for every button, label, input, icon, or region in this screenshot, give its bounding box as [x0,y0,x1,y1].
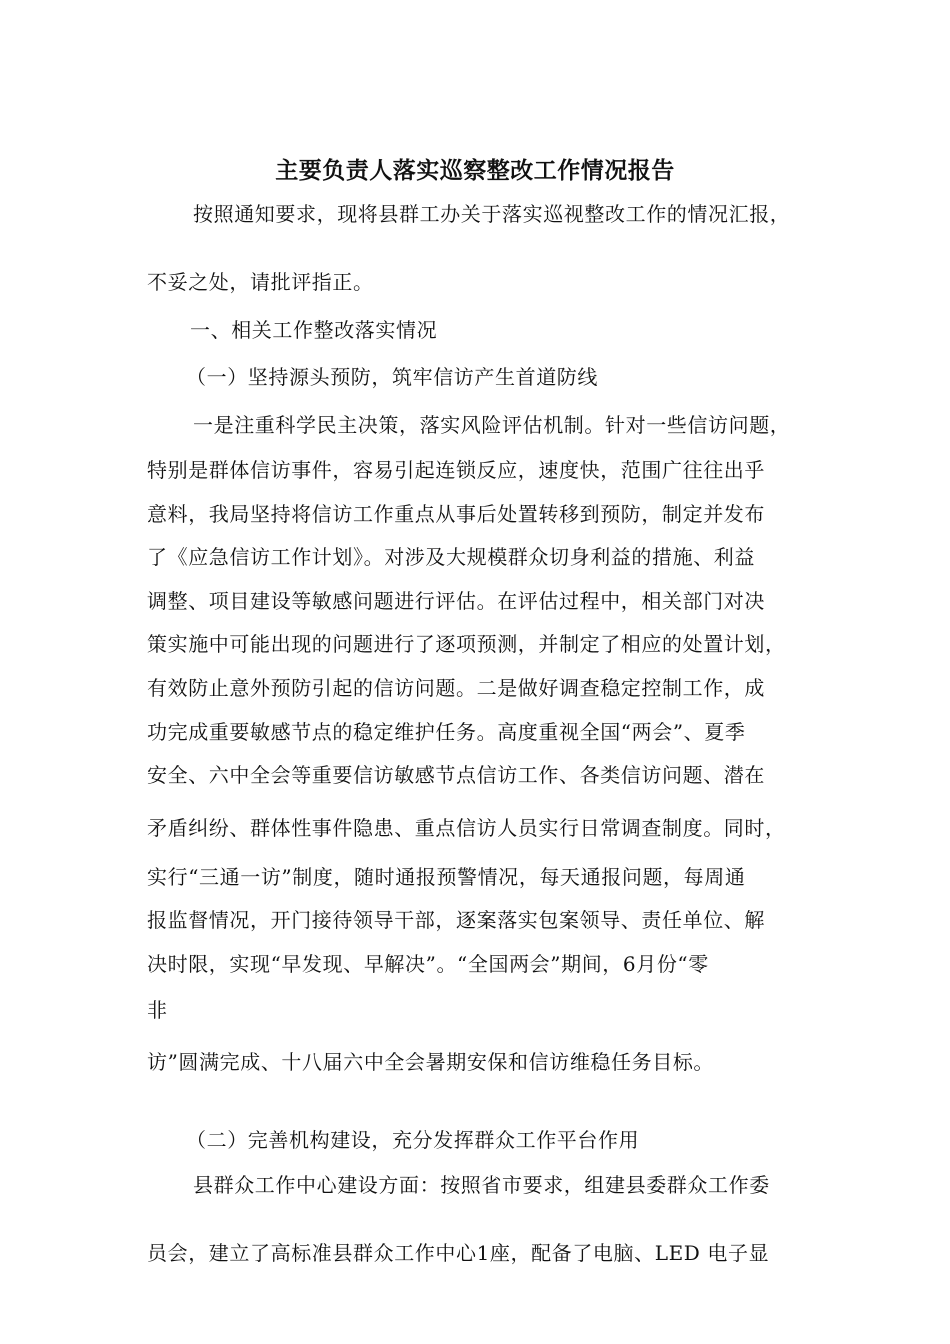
subsection-heading: （一）坚持源头预防，筑牢信访产生首道防线 [186,365,598,389]
paragraph-line: 有效防止意外预防引起的信访问题。二是做好调查稳定控制工作，成 [147,676,765,700]
paragraph-line: 不妥之处，请批评指正。 [147,270,374,294]
paragraph-line: 安全、六中全会等重要信访敏感节点信访工作、各类信访问题、潜在 [147,763,765,787]
paragraph-line: 县群众工作中心建设方面：按照省市要求，组建县委群众工作委 [193,1173,770,1197]
paragraph-line: 矛盾纠纷、群体性事件隐患、重点信访人员实行日常调查制度。同时， [147,816,786,840]
paragraph-line: 策实施中可能出现的问题进行了逐项预测，并制定了相应的处置计划， [147,632,786,656]
paragraph-line: 员会，建立了高标准县群众工作中心1座，配备了电脑、LED 电子显 [147,1241,770,1265]
document-title: 主要负责人落实巡察整改工作情况报告 [275,157,675,184]
paragraph-line: 调整、项目建设等敏感问题进行评估。在评估过程中，相关部门对决 [147,589,765,613]
section-heading: 一、相关工作整改落实情况 [190,318,438,342]
paragraph-line: 功完成重要敏感节点的稳定维护任务。高度重视全国“两会”、夏季 [147,720,746,744]
paragraph-line: 一是注重科学民主决策，落实风险评估机制。针对一些信访问题， [193,413,791,437]
paragraph-line: 非 [147,998,168,1022]
paragraph-line: 决时限，实现“早发现、早解决”。“全国两会”期间，6月份“零 [147,952,709,976]
paragraph-line: 按照通知要求，现将县群工办关于落实巡视整改工作的情况汇报， [193,202,791,226]
paragraph-line: 特别是群体信访事件，容易引起连锁反应，速度快，范围广往往出乎 [147,458,765,482]
paragraph-line: 报监督情况，开门接待领导干部，逐案落实包案领导、责任单位、解 [147,908,765,932]
paragraph-line: 了《应急信访工作计划》。对涉及大规模群众切身利益的措施、利益 [147,545,755,569]
paragraph-line: 实行“三通一访”制度，随时通报预警情况，每天通报问题，每周通 [147,865,746,889]
paragraph-line: 意料，我局坚持将信访工作重点从事后处置转移到预防，制定并发布 [147,502,765,526]
paragraph-line: 访”圆满完成、十八届六中全会暑期安保和信访维稳任务目标。 [147,1050,715,1074]
subsection-heading: （二）完善机构建设，充分发挥群众工作平台作用 [186,1128,640,1152]
